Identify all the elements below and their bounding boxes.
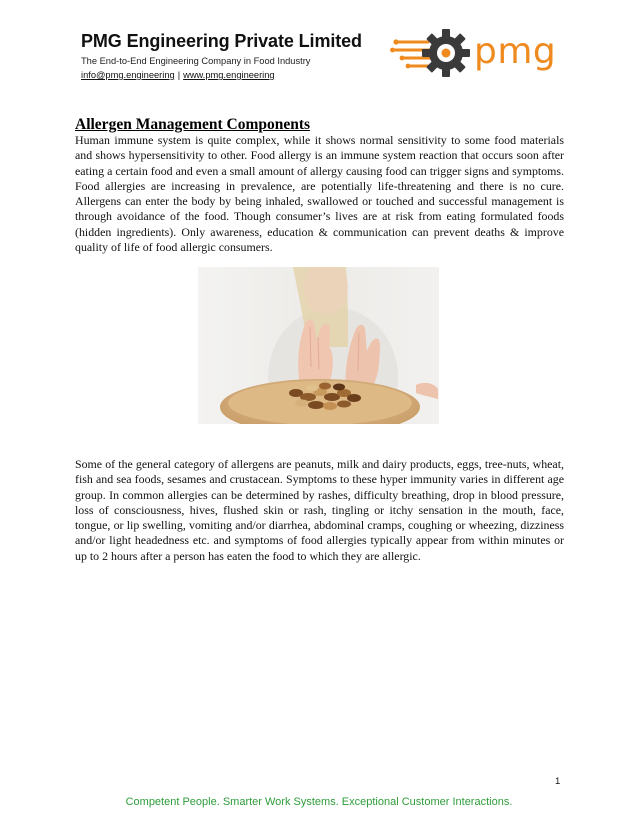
company-tagline: The End-to-End Engineering Company in Food Industry — [81, 56, 311, 66]
contact-line — [81, 70, 275, 80]
logo-wordmark: pmg — [474, 31, 557, 72]
allergy-photo — [198, 267, 439, 424]
company-logo — [390, 22, 560, 82]
gear-circuit-icon — [390, 29, 470, 77]
website-link[interactable]: www.pmg.engineering — [183, 70, 275, 80]
intro-paragraph: Human immune system is quite complex, while it shows normal sensitivity to some food materials and shows hypersensitivity to other. Food allergy is an immune system reaction that occurs soon after eating a certain food and even a small amount of allergy causing food can trigger signs and symptoms. Food allergies are increasing in prevalence, are potentially life-threatening and there is no cure. Allergens can enter the body by being inhaled, swallowed or touched and successful management is through avoidance of the food. Though consumer’s lives are at risk from eating formulated foods (hidden ingredients). Only awareness, education & communication can prevent deaths & improve quality of life of food allergic consumers. — [75, 133, 564, 255]
email-link[interactable]: info@pmg.engineering — [81, 70, 175, 80]
section-title: Allergen Management Components — [75, 116, 311, 133]
contact-separator: | — [177, 70, 181, 80]
footer-slogan: Competent People. Smarter Work Systems. Exceptional Customer Interactions. — [125, 796, 513, 808]
company-name: PMG Engineering Private Limited — [81, 31, 362, 51]
page-number: 1 — [555, 776, 561, 787]
allergens-paragraph: Some of the general category of allergens are peanuts, milk and dairy products, eggs, tree-nuts, wheat, fish and sea foods, sesames and crustacean. Symptoms to these hyper immunity varies in different age group. In common allergies can be determined by rashes, difficulty breathing, drop in blood pressure, loss of consciousness, hives, flushed skin or rash, tingling or itchy sensation in the mouth, face, tongue, or lip swelling, vomiting and/or diarrhea, abdominal cramps, coughing or wheezing, dizziness and/or light headedness etc. and symptoms of food allergies typically appear from within minutes or up to 2 hours after a person has eaten the food to which they are allergic. — [75, 457, 564, 563]
